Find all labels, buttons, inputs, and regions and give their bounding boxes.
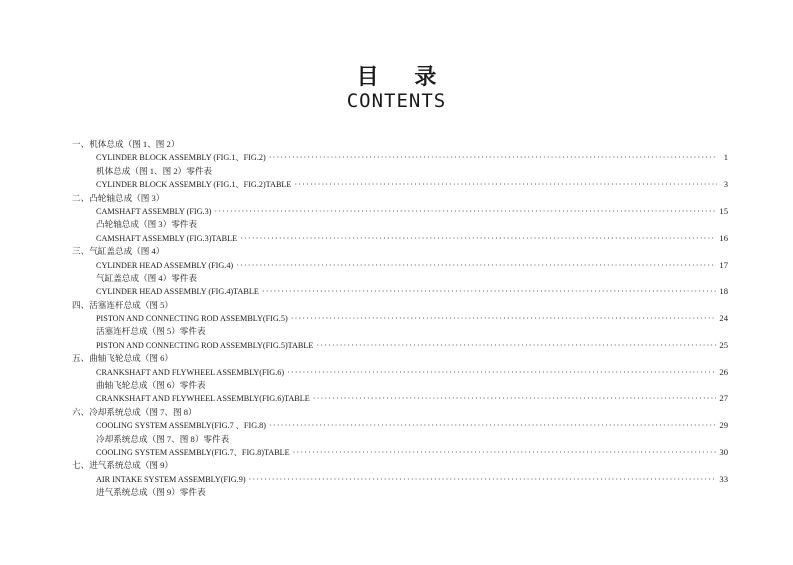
dot-leader [291, 312, 717, 325]
toc-entry-label: 六、冷却系统总成（图 7、图 8） [72, 406, 197, 417]
table-of-contents [72, 138, 728, 500]
toc-entry[interactable] [72, 312, 728, 325]
toc-page-number: 29 [719, 420, 728, 431]
toc-entry-label: 活塞连杆总成（图 5）零件表 [96, 326, 206, 337]
toc-subheading [72, 486, 728, 499]
toc-entry[interactable] [72, 366, 728, 379]
toc-section-heading [72, 406, 728, 419]
toc-page-number: 26 [719, 366, 728, 377]
toc-section-heading [72, 299, 728, 312]
toc-page-number: 25 [719, 339, 728, 350]
toc-entry-label: CRANKSHAFT AND FLYWHEEL ASSEMBLY(FIG.6)TABLE [96, 394, 310, 404]
toc-entry-label: AIR INTAKE SYSTEM ASSEMBLY(FIG.9) [96, 474, 246, 484]
toc-entry-label: 七、进气系统总成（图 9） [72, 460, 173, 471]
toc-section-heading [72, 459, 728, 472]
toc-entry-label: CYLINDER BLOCK ASSEMBLY (FIG.1、FIG.2)TABLE [96, 180, 292, 190]
dot-leader [269, 419, 716, 432]
dot-leader [214, 205, 716, 218]
toc-page-number: 33 [719, 473, 728, 484]
toc-entry[interactable] [72, 232, 728, 245]
dot-leader [293, 446, 717, 459]
toc-subheading [72, 325, 728, 338]
toc-entry-label: 四、活塞连杆总成（图 5） [72, 299, 173, 310]
toc-page-number: 1 [723, 152, 728, 163]
toc-section-heading [72, 245, 728, 258]
toc-entry[interactable] [72, 178, 728, 191]
toc-entry-label: CYLINDER HEAD ASSEMBLY (FIG.4) [96, 260, 234, 270]
toc-section-heading [72, 192, 728, 205]
toc-entry-label: 冷却系统总成（图 7、图 8）零件表 [96, 433, 230, 444]
dot-leader [294, 178, 717, 191]
toc-page-number: 27 [719, 393, 728, 404]
toc-page-number: 24 [719, 313, 728, 324]
toc-entry-label: 曲轴飞轮总成（图 6）零件表 [96, 380, 206, 391]
page-title-chinese: 目 录 [356, 64, 451, 90]
toc-entry-label: PISTON AND CONNECTING ROD ASSEMBLY(FIG.5)TABLE [96, 340, 314, 350]
dot-leader [240, 232, 716, 245]
toc-subheading [72, 272, 728, 285]
toc-entry[interactable] [72, 392, 728, 405]
toc-entry[interactable] [72, 285, 728, 298]
toc-entry[interactable] [72, 339, 728, 352]
toc-entry-label: COOLING SYSTEM ASSEMBLY(FIG.7、FIG.8)TABLE [96, 447, 290, 457]
toc-subheading [72, 218, 728, 231]
toc-entry-label: 一、机体总成（图 1、图 2） [72, 139, 180, 149]
toc-entry-label: CRANKSHAFT AND FLYWHEEL ASSEMBLY(FIG.6) [96, 367, 285, 377]
dot-leader [262, 285, 717, 298]
toc-section-heading [72, 138, 728, 151]
toc-subheading [72, 165, 728, 178]
dot-leader [249, 473, 717, 486]
toc-entry-label: 二、凸轮轴总成（图 3） [72, 192, 165, 203]
toc-entry-label: 机体总成（图 1、图 2）零件表 [96, 165, 213, 176]
toc-page-number: 16 [719, 232, 728, 243]
toc-page-number: 30 [719, 446, 728, 457]
toc-section-heading [72, 352, 728, 365]
dot-leader [236, 259, 716, 272]
toc-entry[interactable] [72, 205, 728, 218]
toc-entry[interactable] [72, 446, 728, 459]
toc-entry-label: CYLINDER HEAD ASSEMBLY (FIG.4)TABLE [96, 287, 259, 297]
toc-entry-label: 气缸盖总成（图 4）零件表 [96, 272, 197, 283]
toc-page-number: 18 [719, 286, 728, 297]
toc-subheading [72, 433, 728, 446]
toc-entry-label: 五、曲轴飞轮总成（图 6） [72, 353, 173, 364]
toc-entry-label: CYLINDER BLOCK ASSEMBLY (FIG.1、FIG.2) [96, 153, 266, 163]
toc-entry[interactable] [72, 151, 728, 164]
toc-entry[interactable] [72, 419, 728, 432]
toc-entry[interactable] [72, 473, 728, 486]
toc-page-number: 17 [719, 259, 728, 270]
toc-entry[interactable] [72, 259, 728, 272]
toc-entry-label: 凸轮轴总成（图 3）零件表 [96, 219, 197, 230]
toc-entry-label: CAMSHAFT ASSEMBLY (FIG.3)TABLE [96, 233, 238, 243]
toc-entry-label: PISTON AND CONNECTING ROD ASSEMBLY(FIG.5) [96, 314, 288, 324]
toc-entry-label: 三、气缸盖总成（图 4） [72, 246, 165, 257]
toc-page-number: 15 [719, 205, 728, 216]
dot-leader [313, 392, 717, 405]
dot-leader [287, 366, 716, 379]
toc-subheading [72, 379, 728, 392]
dot-leader [316, 339, 716, 352]
toc-entry-label: 进气系统总成（图 9）零件表 [96, 487, 206, 498]
page-title-english: CONTENTS [346, 90, 447, 112]
dot-leader [269, 151, 717, 164]
toc-page-number: 3 [723, 179, 728, 190]
toc-entry-label: COOLING SYSTEM ASSEMBLY(FIG.7 、FIG.8) [96, 421, 266, 431]
toc-entry-label: CAMSHAFT ASSEMBLY (FIG.3) [96, 206, 212, 216]
